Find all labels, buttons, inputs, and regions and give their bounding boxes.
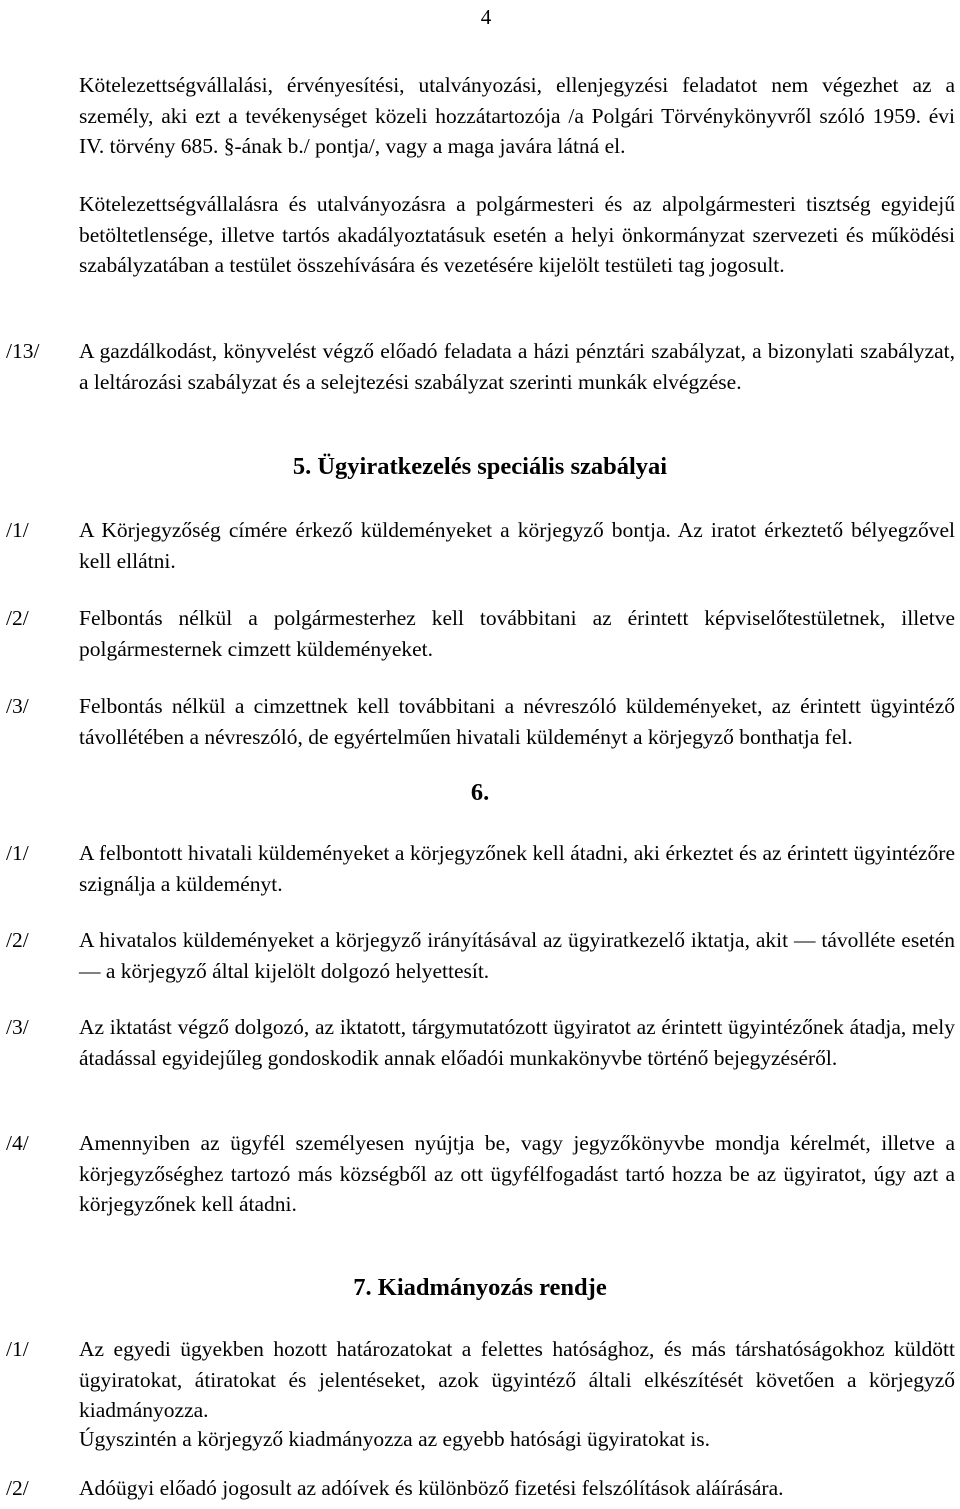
section-6-item-3-number: /3/ xyxy=(6,1015,29,1039)
section-6-item-1-text: A felbontott hivatali küldeményeket a körjegyzőnek kell átadni, aki érkeztet és az érintett ügyintézőre szignálja a küldeményt. xyxy=(79,841,955,896)
section-6-item-3-text: Az iktatást végző dolgozó, az iktatott, tárgymutatózott ügyiratot az érintett ügyintézőnek átadja, mely átadással egyidejűleg gondoskodik annak előadói munkakönyvbe történő bejegyzéséről. xyxy=(79,1015,955,1070)
section-7-item-1-text: Az egyedi ügyekben hozott határozatokat a felettes hatósághoz, és más társhatóságokhoz küldött ügyiratokat, átiratokat és jelentéseket, azok ügyintéző általi elkészítését követően a körjegyző kiadmányozza. xyxy=(79,1337,955,1422)
section-6-item-1-number: /1/ xyxy=(6,841,29,865)
intro-paragraph-2: Kötelezettségvállalásra és utalványozásra a polgármesteri és az alpolgármesteri tisztség egyidejű betöltetlensége, illetve tartós akadályoztatásuk esetén a helyi önkormányzat szervezeti és működési szabályzatában a testület összehívására és vezetésére kijelölt testületi tag jogosult. xyxy=(79,192,955,277)
section-6-item-2-number: /2/ xyxy=(6,928,29,952)
section-6-item-4-text: Amennyiben az ügyfél személyesen nyújtja be, vagy jegyzőkönyvbe mondja kérelmét, illetve a körjegyzőséghez tartozó más községből az ott ügyfélfogadást tartó hozza be az ügyiratot, úgy azt a körjegyzőnek kell átadni. xyxy=(79,1131,955,1216)
section-5-item-2-number: /2/ xyxy=(6,606,29,630)
section-7-item-2-number: /2/ xyxy=(6,1476,29,1500)
item-13-text: A gazdálkodást, könyvelést végző előadó feladata a házi pénztári szabályzat, a bizonylati szabályzat, a leltározási szabályzat és a selejtezési szabályzat szerinti munkák elvégzése. xyxy=(79,339,955,394)
section-6-item-2-text: A hivatalos küldeményeket a körjegyző irányításával az ügyiratkezelő iktatja, akit — távolléte esetén — a körjegyző által kijelölt dolgozó helyettesít. xyxy=(79,928,955,983)
section-5-item-3-number: /3/ xyxy=(6,694,29,718)
section-5-title: 5. Ügyiratkezelés speciális szabályai xyxy=(292,453,668,480)
section-7-item-2-text: Adóügyi előadó jogosult az adóívek és különböző fizetési felszólítások aláírására. xyxy=(79,1476,784,1500)
section-5-item-3-text: Felbontás nélkül a cimzettnek kell továbbitani a névreszóló küldeményeket, az érintett ügyintéző távollétében a névreszóló, de egyértelműen hivatali küldeményt a körjegyző bonthatja fel. xyxy=(79,694,955,749)
section-7-item-1-number: /1/ xyxy=(6,1337,29,1361)
section-5-item-1-number: /1/ xyxy=(6,518,29,542)
section-5-item-2-text: Felbontás nélkül a polgármesterhez kell továbbitani az érintett képviselőtestületnek, illetve polgármesternek cimzett küldeményeket. xyxy=(79,606,955,661)
page-number: 4 xyxy=(480,5,492,29)
intro-paragraph-1: Kötelezettségvállalási, érvényesítési, utalványozási, ellenjegyzési feladatot nem végezhet az a személy, aki ezt a tevékenységet közeli hozzátartozója /a Polgári Törvénykönyvről szóló 1959. évi IV. törvény 685. §-ának b./ pontja/, vagy a maga javára látná el. xyxy=(79,73,955,158)
section-5-item-1-text: A Körjegyzőség címére érkező küldeményeket a körjegyző bontja. Az iratot érkeztető bélyegzővel kell ellátni. xyxy=(79,518,955,573)
section-6-title: 6. xyxy=(470,779,490,806)
section-7-title: 7. Kiadmányozás rendje xyxy=(353,1274,607,1301)
section-7-item-1-text-2: Úgyszintén a körjegyző kiadmányozza az egyebb hatósági ügyiratokat is. xyxy=(79,1427,711,1451)
item-13-number: /13/ xyxy=(6,339,40,363)
section-6-item-4-number: /4/ xyxy=(6,1131,29,1155)
